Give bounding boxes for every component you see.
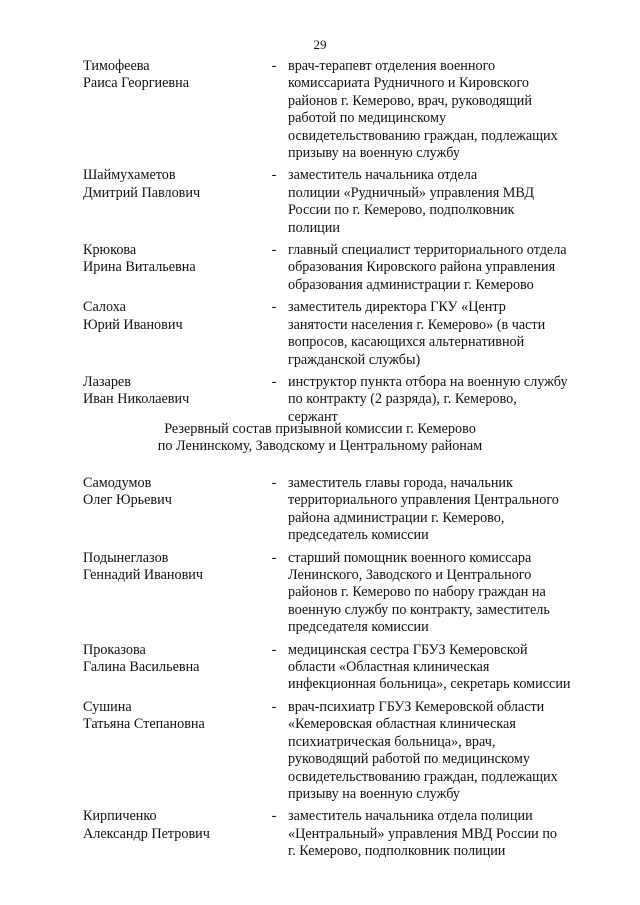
member-position xyxy=(285,550,603,637)
position-line: территориального управления Центрального xyxy=(288,492,559,509)
position-line: занятости населения г. Кемерово» (в части xyxy=(288,316,546,333)
member-given-names: Дмитрий Павлович xyxy=(83,184,201,201)
member-entry xyxy=(83,374,603,426)
position-line: инфекционная больница», секретарь комиссии xyxy=(288,676,571,693)
position-line: старший помощник военного комиссара xyxy=(288,549,532,566)
member-name xyxy=(83,58,263,162)
separator-dash: - xyxy=(271,58,277,74)
member-surname: Кирпиченко xyxy=(83,808,157,825)
member-position xyxy=(285,299,603,369)
member-given-names: Александр Петрович xyxy=(83,825,210,842)
position-line: медицинская сестра ГБУЗ Кемеровской xyxy=(288,641,528,658)
member-position xyxy=(285,374,603,426)
member-position xyxy=(285,167,603,237)
position-line: комиссариата Рудничного и Кировского xyxy=(288,75,530,92)
position-line: врач-психиатр ГБУЗ Кемеровской области xyxy=(288,698,545,715)
member-surname: Подынеглазов xyxy=(83,549,169,566)
position-line: Ленинского, Заводского и Центрального xyxy=(288,567,532,584)
member-surname: Лазарев xyxy=(83,373,131,390)
separator-dash: - xyxy=(271,242,277,259)
position-line: заместитель директора ГКУ «Центр xyxy=(288,299,506,316)
reserve-commission-heading xyxy=(0,421,640,456)
member-surname: Салоха xyxy=(83,299,126,316)
position-line: гражданской службы) xyxy=(288,351,421,368)
member-entry xyxy=(83,642,603,694)
separator-dash: - xyxy=(271,698,277,715)
separator-dash: - xyxy=(271,808,277,825)
member-entry xyxy=(83,808,603,860)
member-name xyxy=(83,374,263,426)
member-surname: Сушина xyxy=(83,698,132,715)
separator-dash: - xyxy=(271,373,277,390)
member-entry xyxy=(83,167,603,237)
member-surname: Шаймухаметов xyxy=(83,167,176,184)
member-surname: Проказова xyxy=(83,641,146,658)
position-line: председателя комиссии xyxy=(288,619,429,636)
position-line: психиатрическая больница», врач, xyxy=(288,733,496,750)
position-line: полиции «Рудничный» управления МВД xyxy=(288,184,535,201)
member-position xyxy=(285,475,603,545)
separator-dash: - xyxy=(271,167,277,184)
position-line: полиции xyxy=(288,219,340,236)
member-given-names: Геннадий Иванович xyxy=(83,567,204,584)
position-line: главный специалист территориального отдела xyxy=(288,242,567,259)
heading-line: по Ленинскому, Заводскому и Центральному районам xyxy=(157,438,483,455)
position-line: сержант xyxy=(288,408,338,425)
member-name xyxy=(83,167,263,237)
position-line: призыву на военную службу xyxy=(288,785,460,802)
position-line: области «Областная клиническая xyxy=(288,659,490,676)
member-position xyxy=(285,808,603,860)
separator-dash: - xyxy=(271,549,277,566)
member-given-names: Галина Васильевна xyxy=(83,659,200,676)
position-line: работой по медицинскому xyxy=(288,110,447,127)
position-line: врач-терапевт отделения военного xyxy=(288,58,496,74)
position-line: «Кемеровская областная клиническая xyxy=(288,716,516,733)
position-line: руководящий работой по медицинскому xyxy=(288,751,530,768)
member-surname: Самодумов xyxy=(83,475,152,491)
position-line: по контракту (2 разряда), г. Кемерово, xyxy=(288,391,517,408)
member-given-names: Ирина Витальевна xyxy=(83,259,196,276)
position-line: образования Кировского района управления xyxy=(288,259,556,276)
position-line: освидетельствованию граждан, подлежащих xyxy=(288,127,558,144)
member-given-names: Юрий Иванович xyxy=(83,316,183,333)
position-line: военную службу по контракту, заместитель xyxy=(288,601,550,618)
position-line: района администрации г. Кемерово, xyxy=(288,509,505,526)
position-line: районов г. Кемерово, врач, руководящий xyxy=(288,92,532,109)
member-surname: Тимофеева xyxy=(83,58,150,74)
position-line: инструктор пункта отбора на военную службу xyxy=(288,373,568,390)
member-name xyxy=(83,299,263,369)
member-position xyxy=(285,699,603,803)
position-line: заместитель главы города, начальник xyxy=(288,475,513,491)
position-line: районов г. Кемерово по набору граждан на xyxy=(288,584,546,601)
member-entry xyxy=(83,242,603,294)
heading-line: Резервный состав призывной комиссии г. Кемерово xyxy=(164,421,476,437)
member-position xyxy=(285,642,603,694)
member-entry xyxy=(83,299,603,369)
member-given-names: Татьяна Степановна xyxy=(83,716,205,733)
member-entry xyxy=(83,550,603,637)
member-name xyxy=(83,699,263,803)
member-name xyxy=(83,550,263,637)
position-line: председатель комиссии xyxy=(288,527,429,544)
member-surname: Крюкова xyxy=(83,242,137,259)
member-name xyxy=(83,475,263,545)
member-name xyxy=(83,242,263,294)
position-line: образования администрации г. Кемерово xyxy=(288,276,534,293)
member-given-names: Раиса Георгиевна xyxy=(83,75,189,92)
separator-dash: - xyxy=(271,299,277,316)
separator-dash: - xyxy=(271,641,277,658)
commission-list-main xyxy=(83,58,603,431)
member-given-names: Олег Юрьевич xyxy=(83,492,172,509)
position-line: освидетельствованию граждан, подлежащих xyxy=(288,768,558,785)
member-position xyxy=(285,242,603,294)
commission-list-reserve xyxy=(83,475,603,866)
position-line: вопросов, касающихся альтернативной xyxy=(288,334,525,351)
member-entry xyxy=(83,475,603,545)
member-position xyxy=(285,58,603,162)
member-name xyxy=(83,808,263,860)
member-given-names: Иван Николаевич xyxy=(83,391,190,408)
page-number: 29 xyxy=(313,37,327,52)
separator-dash: - xyxy=(271,475,277,491)
position-line: заместитель начальника отдела xyxy=(288,167,478,184)
position-line: России по г. Кемерово, подполковник xyxy=(288,202,515,219)
member-name xyxy=(83,642,263,694)
position-line: г. Кемерово, подполковник полиции xyxy=(288,843,506,860)
member-entry xyxy=(83,699,603,803)
position-line: «Центральный» управления МВД России по xyxy=(288,825,558,842)
position-line: призыву на военную службу xyxy=(288,145,460,162)
position-line: заместитель начальника отдела полиции xyxy=(288,808,533,825)
member-entry xyxy=(83,58,603,162)
